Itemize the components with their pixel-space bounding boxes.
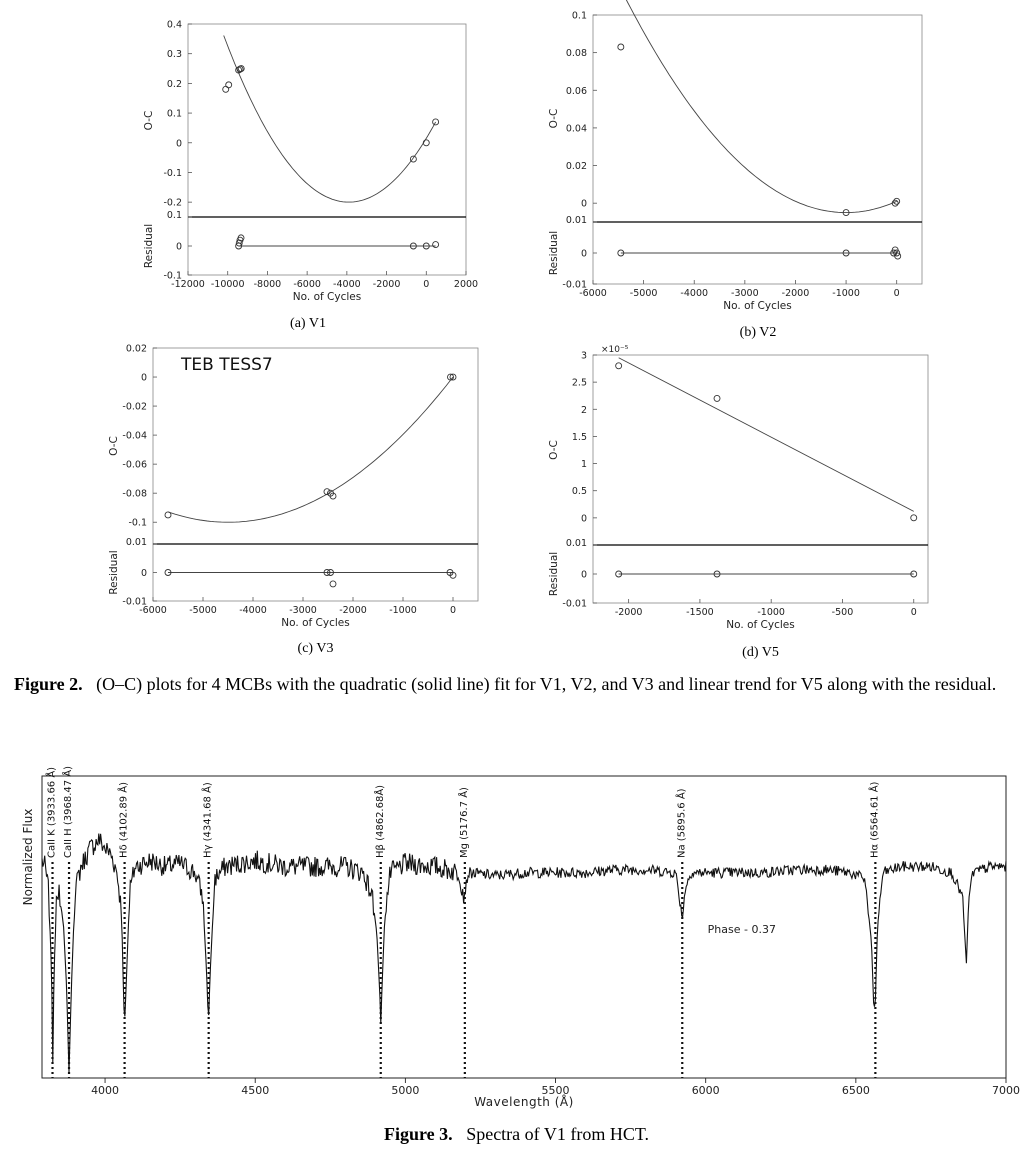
- spectral-line-label: Hβ (4862.68Å): [374, 784, 386, 858]
- v1-ylabel: O-C: [143, 110, 155, 131]
- v5-xtick-label: -1500: [686, 607, 714, 618]
- v5-data-point: [616, 363, 622, 369]
- v2-xtick-label: -3000: [731, 288, 759, 299]
- v2-xlabel: No. of Cycles: [723, 300, 792, 312]
- v3-annotation: TEB TESS7: [181, 355, 273, 375]
- subtitle-v2: (b) V2: [739, 325, 777, 340]
- v3-ytick-label: -0.1: [128, 517, 147, 529]
- v3-ytick-label: -0.08: [122, 488, 147, 500]
- v5-ytick-label: 1: [580, 459, 587, 471]
- v5-xtick-label: -2000: [614, 607, 643, 618]
- v5-ylabel: O-C: [548, 440, 560, 460]
- spectrum-line: [42, 834, 1006, 1072]
- v2-rtick-label: -0.01: [562, 279, 587, 291]
- v3-ytick-label: -0.04: [122, 430, 147, 442]
- v3-ytick-label: 0: [140, 372, 147, 384]
- v5-xtick-label: 0: [910, 607, 917, 618]
- v5-rtick-label: 0.01: [565, 538, 587, 549]
- v5-residual-label: Residual: [548, 551, 560, 597]
- spectrum-xtick-label: 6000: [691, 1084, 720, 1097]
- v5-rtick-label: -0.01: [562, 598, 587, 610]
- v5-xtick-label: -500: [831, 607, 854, 618]
- spectrum-xtick-label: 5500: [541, 1084, 570, 1097]
- v3-data-point: [165, 512, 171, 518]
- v3-residual-label: Residual: [108, 550, 120, 595]
- v1-rtick-label: 0.1: [166, 210, 182, 221]
- v5-ytick-label: 3: [580, 350, 587, 362]
- v1-data-point: [226, 82, 232, 88]
- v3-xtick-label: -6000: [139, 605, 167, 616]
- v3-fit-curve: [168, 377, 453, 522]
- v5-ytick-label: 0: [580, 513, 587, 525]
- v2-xtick-label: -4000: [680, 288, 709, 299]
- v1-xtick-label: -4000: [333, 279, 361, 290]
- v3-main-frame: [153, 348, 478, 544]
- v2-ytick-label: 0.02: [565, 161, 587, 173]
- spectral-line-label: CaII K (3933.66 Å): [46, 766, 58, 858]
- v3-residual-point: [330, 581, 336, 587]
- figure-2-text: (O–C) plots for 4 MCBs with the quadratic (solid line) fit for V1, V2, and V3 and linear trend for V5 along with the residual.: [96, 674, 997, 694]
- v1-xtick-label: 0: [423, 279, 430, 290]
- v2-xtick-label: -2000: [781, 288, 810, 299]
- v1-xlabel: No. of Cycles: [292, 291, 362, 303]
- v3-ylabel: O-C: [108, 436, 120, 456]
- v2-ytick-label: 0: [580, 198, 587, 210]
- v1-data-point: [423, 140, 429, 146]
- spectrum-xtick-label: 7000: [992, 1084, 1020, 1097]
- v5-data-point: [714, 395, 720, 401]
- v1-xtick-label: -2000: [372, 279, 401, 290]
- spectrum-ylabel: Normalized Flux: [21, 808, 35, 906]
- v1-ytick-label: 0.4: [166, 19, 182, 31]
- spectral-line-label: Hα (6564.61 Å): [869, 781, 881, 858]
- v5-main-frame: [593, 355, 928, 545]
- v1-ytick-label: -0.2: [163, 197, 182, 209]
- v1-residual-point: [433, 242, 439, 248]
- v2-ytick-label: 0.04: [565, 123, 587, 135]
- figure-3-label: Figure 3.: [384, 1124, 453, 1144]
- v1-rtick-label: 0: [175, 241, 182, 253]
- v1-ytick-label: 0.3: [166, 49, 182, 61]
- v2-xtick-label: 0: [893, 288, 900, 299]
- v1-ytick-label: 0: [175, 138, 182, 150]
- spectrum-phase-annotation: Phase - 0.37: [707, 923, 776, 937]
- v5-scale-label: ×10⁻⁵: [601, 345, 629, 355]
- subtitle-v5: (d) V5: [742, 645, 779, 660]
- v3-xtick-label: -4000: [239, 605, 267, 616]
- v1-residual-label: Residual: [143, 223, 155, 269]
- spectrum-xtick-label: 4000: [91, 1084, 120, 1097]
- v5-rtick-label: 0: [580, 569, 587, 581]
- spectral-line-label: Mg (5176.7 Å): [458, 787, 470, 858]
- spectral-line-label: Hγ (4341.68 Å): [202, 782, 214, 858]
- v3-xtick-label: -5000: [189, 605, 217, 616]
- v5-data-point: [911, 515, 917, 521]
- v5-ytick-label: 2.5: [571, 377, 587, 389]
- v1-fit-curve: [224, 36, 436, 203]
- v3-xtick-label: -3000: [289, 605, 317, 616]
- spectrum-xlabel: Wavelength (Å): [474, 1095, 574, 1109]
- v2-xtick-label: -1000: [832, 288, 860, 299]
- v5-ytick-label: 1.5: [571, 431, 587, 443]
- v5-xlabel: No. of Cycles: [726, 619, 795, 631]
- v1-data-point: [223, 86, 229, 92]
- v3-xtick-label: 0: [449, 605, 457, 616]
- figure-2-label: Figure 2.: [14, 674, 83, 694]
- v2-rtick-label: 0: [580, 248, 587, 260]
- figure-3-caption: [0, 1124, 1033, 1145]
- subtitle-v3: (c) V3: [297, 641, 334, 656]
- v1-xtick-label: 2000: [453, 279, 479, 290]
- v2-xtick-label: -6000: [579, 288, 607, 299]
- v1-data-point: [433, 119, 439, 125]
- v1-xtick-label: -8000: [253, 279, 282, 290]
- v3-ytick-label: 0.02: [125, 343, 147, 355]
- v5-xtick-label: -1000: [757, 607, 785, 618]
- v3-rtick-label: 0.01: [125, 537, 147, 548]
- v3-ytick-label: -0.06: [122, 459, 147, 471]
- v2-xtick-label: -5000: [629, 288, 658, 299]
- spectrum-xtick-label: 5000: [391, 1084, 420, 1097]
- v3-xtick-label: -2000: [339, 605, 367, 616]
- v1-ytick-label: 0.2: [166, 78, 182, 90]
- v2-ytick-label: 0.1: [571, 10, 587, 22]
- v2-ylabel: O-C: [548, 108, 560, 129]
- v5-fit-line: [619, 358, 914, 512]
- v3-ytick-label: -0.02: [122, 401, 147, 413]
- figure-2-caption: [14, 672, 1024, 696]
- spectral-line-label: Hδ (4102.89 Å): [118, 782, 130, 858]
- v5-ytick-label: 2: [580, 404, 587, 416]
- v2-residual-label: Residual: [548, 230, 560, 276]
- v2-ytick-label: 0.08: [565, 48, 587, 60]
- spectrum-frame: [42, 776, 1006, 1078]
- v1-xtick-label: -10000: [210, 279, 245, 290]
- spectral-line-label: Na (5895.6 Å): [676, 788, 688, 858]
- v1-xtick-label: -12000: [171, 279, 205, 290]
- spectrum-xtick-label: 4500: [241, 1084, 270, 1097]
- v1-rtick-label: -0.1: [163, 270, 182, 282]
- v2-fit-curve: [621, 0, 897, 213]
- spectral-line-label: CaII H (3968.47 Å): [63, 765, 75, 858]
- v3-xtick-label: -1000: [389, 605, 417, 616]
- subtitle-v1: (a) V1: [290, 316, 326, 331]
- v1-data-point: [410, 156, 416, 162]
- v3-rtick-label: -0.01: [122, 596, 147, 608]
- spectrum-xtick-label: 6500: [841, 1084, 870, 1097]
- v2-data-point: [618, 44, 624, 50]
- v1-ytick-label: -0.1: [163, 167, 182, 179]
- figure-3-text: Spectra of V1 from HCT.: [466, 1124, 649, 1144]
- v1-xtick-label: -6000: [293, 279, 321, 290]
- v3-xlabel: No. of Cycles: [281, 617, 350, 629]
- v2-main-frame: [593, 15, 922, 222]
- v1-ytick-label: 0.1: [166, 108, 182, 120]
- v1-main-frame: [188, 24, 466, 217]
- v2-ytick-label: 0.06: [565, 85, 587, 97]
- v2-rtick-label: 0.01: [565, 215, 587, 226]
- v5-ytick-label: 0.5: [571, 486, 587, 498]
- v3-rtick-label: 0: [140, 568, 147, 579]
